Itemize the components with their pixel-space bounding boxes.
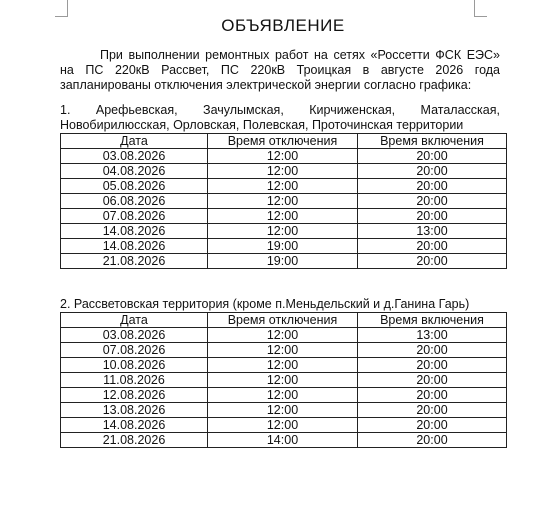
cell-on-time: 20:00 xyxy=(358,373,507,388)
cell-date: 14.08.2026 xyxy=(61,418,208,433)
schedule-table-2 xyxy=(60,312,507,448)
cell-on-time: 20:00 xyxy=(358,403,507,418)
table-row xyxy=(61,254,507,269)
cell-off-time: 12:00 xyxy=(208,388,358,403)
cell-date: 11.08.2026 xyxy=(61,373,208,388)
section-1-heading: 1. Арефьевская, Зачулымская, Кирчиженская, Маталасская, Новобирилюсская, Орловская, Полевская, Проточинская территории xyxy=(60,103,500,132)
cell-off-time: 12:00 xyxy=(208,194,358,209)
cell-on-time: 20:00 xyxy=(358,358,507,373)
cell-date: 21.08.2026 xyxy=(61,433,208,448)
table-row xyxy=(61,239,507,254)
table-row xyxy=(61,194,507,209)
cell-on-time: 20:00 xyxy=(358,209,507,224)
column-header-date: Дата xyxy=(61,134,208,149)
cell-off-time: 12:00 xyxy=(208,149,358,164)
cell-off-time: 12:00 xyxy=(208,328,358,343)
section-2-heading: 2. Рассветовская территория (кроме п.Меньдельский и д.Ганина Гарь) xyxy=(60,297,470,311)
cell-off-time: 19:00 xyxy=(208,254,358,269)
cell-on-time: 13:00 xyxy=(358,224,507,239)
table-row xyxy=(61,179,507,194)
table-row xyxy=(61,224,507,239)
table-row xyxy=(61,373,507,388)
cell-date: 07.08.2026 xyxy=(61,209,208,224)
cell-off-time: 12:00 xyxy=(208,164,358,179)
cell-off-time: 12:00 xyxy=(208,358,358,373)
cell-date: 14.08.2026 xyxy=(61,224,208,239)
table-row xyxy=(61,164,507,179)
table-row xyxy=(61,209,507,224)
column-header-on-time: Время включения xyxy=(358,313,507,328)
cell-on-time: 20:00 xyxy=(358,149,507,164)
cell-off-time: 19:00 xyxy=(208,239,358,254)
table-header-row xyxy=(61,134,507,149)
cell-off-time: 12:00 xyxy=(208,373,358,388)
cell-date: 03.08.2026 xyxy=(61,149,208,164)
cell-date: 07.08.2026 xyxy=(61,343,208,358)
cell-on-time: 20:00 xyxy=(358,239,507,254)
cell-on-time: 20:00 xyxy=(358,179,507,194)
table-row xyxy=(61,149,507,164)
cell-on-time: 20:00 xyxy=(358,433,507,448)
table-row xyxy=(61,418,507,433)
cell-off-time: 12:00 xyxy=(208,403,358,418)
cell-on-time: 20:00 xyxy=(358,194,507,209)
table-row xyxy=(61,403,507,418)
schedule-table-1 xyxy=(60,133,507,269)
cell-date: 10.08.2026 xyxy=(61,358,208,373)
column-header-date: Дата xyxy=(61,313,208,328)
cell-on-time: 13:00 xyxy=(358,328,507,343)
cell-date: 04.08.2026 xyxy=(61,164,208,179)
cell-off-time: 12:00 xyxy=(208,343,358,358)
table-row xyxy=(61,328,507,343)
cell-date: 12.08.2026 xyxy=(61,388,208,403)
document-page xyxy=(60,14,506,448)
column-header-off-time: Время отключения xyxy=(208,313,358,328)
column-header-off-time: Время отключения xyxy=(208,134,358,149)
table-header-row xyxy=(61,313,507,328)
cell-off-time: 12:00 xyxy=(208,224,358,239)
cell-on-time: 20:00 xyxy=(358,343,507,358)
cell-date: 06.08.2026 xyxy=(61,194,208,209)
table-row xyxy=(61,358,507,373)
cell-date: 03.08.2026 xyxy=(61,328,208,343)
cell-on-time: 20:00 xyxy=(358,164,507,179)
intro-paragraph: При выполнении ремонтных работ на сетях «Россетти ФСК ЕЭС» на ПС 220кВ Рассвет, ПС 220кВ Троицкая в августе 2026 года запланированы отключения электрической энергии согласно графика: xyxy=(60,48,500,92)
document-title: ОБЪЯВЛЕНИЕ xyxy=(221,16,345,35)
column-header-on-time: Время включения xyxy=(358,134,507,149)
cell-date: 05.08.2026 xyxy=(61,179,208,194)
cell-off-time: 12:00 xyxy=(208,179,358,194)
cell-date: 14.08.2026 xyxy=(61,239,208,254)
cell-off-time: 12:00 xyxy=(208,418,358,433)
table-row xyxy=(61,433,507,448)
table-row xyxy=(61,343,507,358)
cell-off-time: 12:00 xyxy=(208,209,358,224)
cell-off-time: 14:00 xyxy=(208,433,358,448)
cell-date: 13.08.2026 xyxy=(61,403,208,418)
cell-on-time: 20:00 xyxy=(358,388,507,403)
cell-date: 21.08.2026 xyxy=(61,254,208,269)
cell-on-time: 20:00 xyxy=(358,418,507,433)
cell-on-time: 20:00 xyxy=(358,254,507,269)
table-row xyxy=(61,388,507,403)
